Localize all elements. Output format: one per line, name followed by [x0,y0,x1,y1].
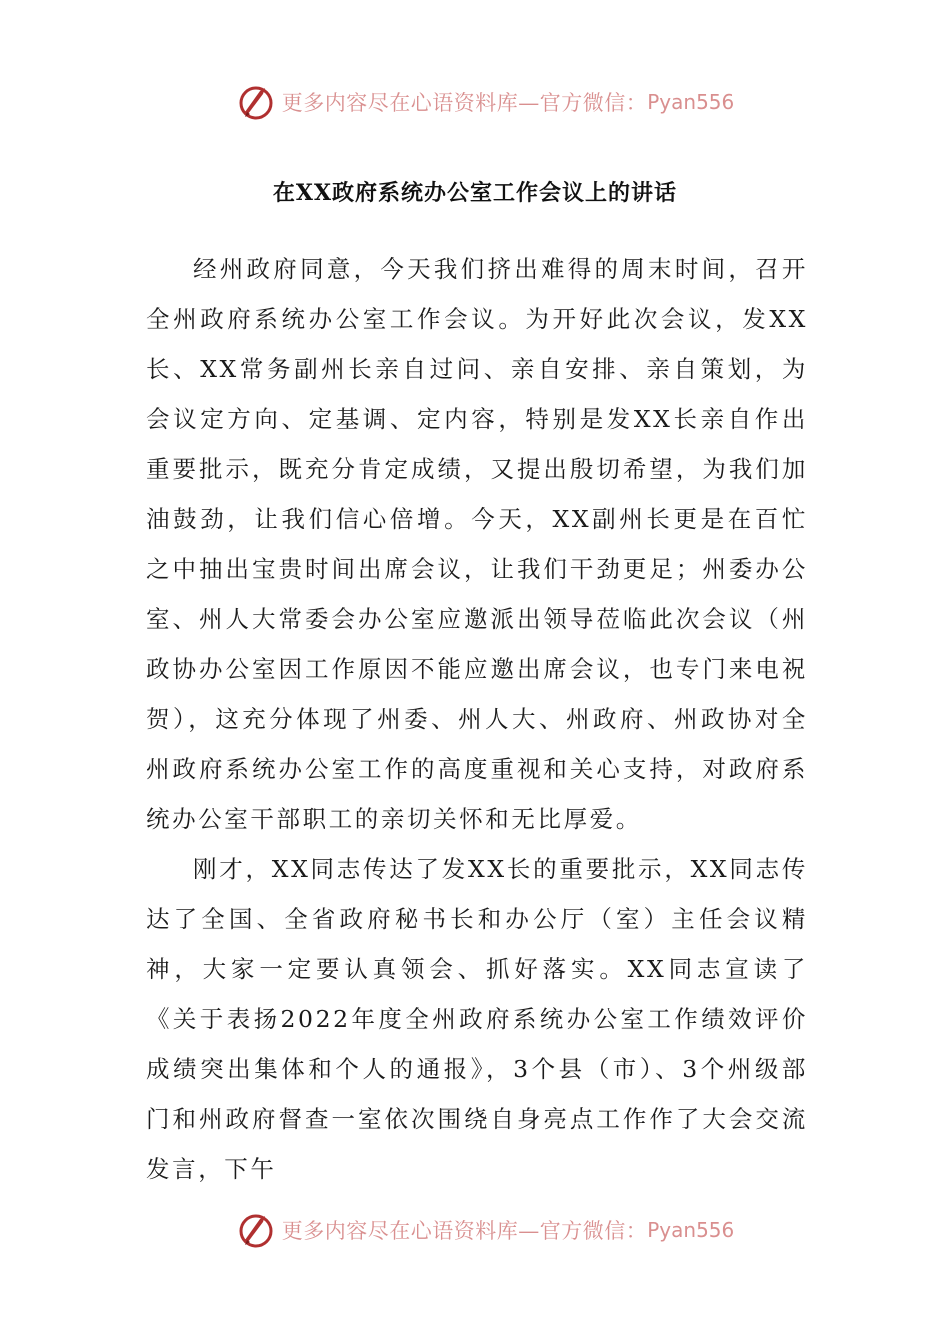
quill-pen-circle-icon [236,82,276,122]
watermark-content [236,82,735,122]
document-body [146,244,808,1194]
watermark-header [0,78,950,126]
quill-pen-circle-icon [236,1210,276,1250]
watermark-content [236,1210,735,1250]
watermark-footer [0,1206,950,1254]
paragraph: 经州政府同意，今天我们挤出难得的周末时间，召开全州政府系统办公室工作会议。为开好此次会议，发XX长、XX常务副州长亲自过问、亲自安排、亲自策划，为会议定方向、定基调、定内容，特别是发XX长亲自作出重要批示，既充分肯定成绩，又提出殷切希望，为我们加油鼓劲，让我们信心倍增。今天，XX副州长更是在百忙之中抽出宝贵时间出席会议，让我们干劲更足；州委办公室、州人大常委会办公室应邀派出领导莅临此次会议（州政协办公室因工作原因不能应邀出席会议，也专门来电祝贺），这充分体现了州委、州人大、州政府、州政协对全州政府系统办公室工作的高度重视和关心支持，对政府系统办公室干部职工的亲切关怀和无比厚爱。 [146,255,808,833]
paragraph: 刚才，XX同志传达了发XX长的重要批示，XX同志传达了全国、全省政府秘书长和办公厅（室）主任会议精神，大家一定要认真领会、抓好落实。XX同志宣读了《关于表扬2022年度全州政府系统办公室工作绩效评价成绩突出集体和个人的通报》，3个县（市）、3个州级部门和州政府督查一室依次围绕自身亮点工作作了大会交流发言，下午 [146,855,808,1183]
watermark-text: 更多内容尽在心语资料库—官方微信： [281,91,648,115]
document-title: 在XX政府系统办公室工作会议上的讲话 [272,180,678,206]
watermark-wechat-id: Pyan556 [647,90,735,114]
watermark-text: 更多内容尽在心语资料库—官方微信： [281,1219,648,1243]
watermark-wechat-id: Pyan556 [647,1218,735,1242]
